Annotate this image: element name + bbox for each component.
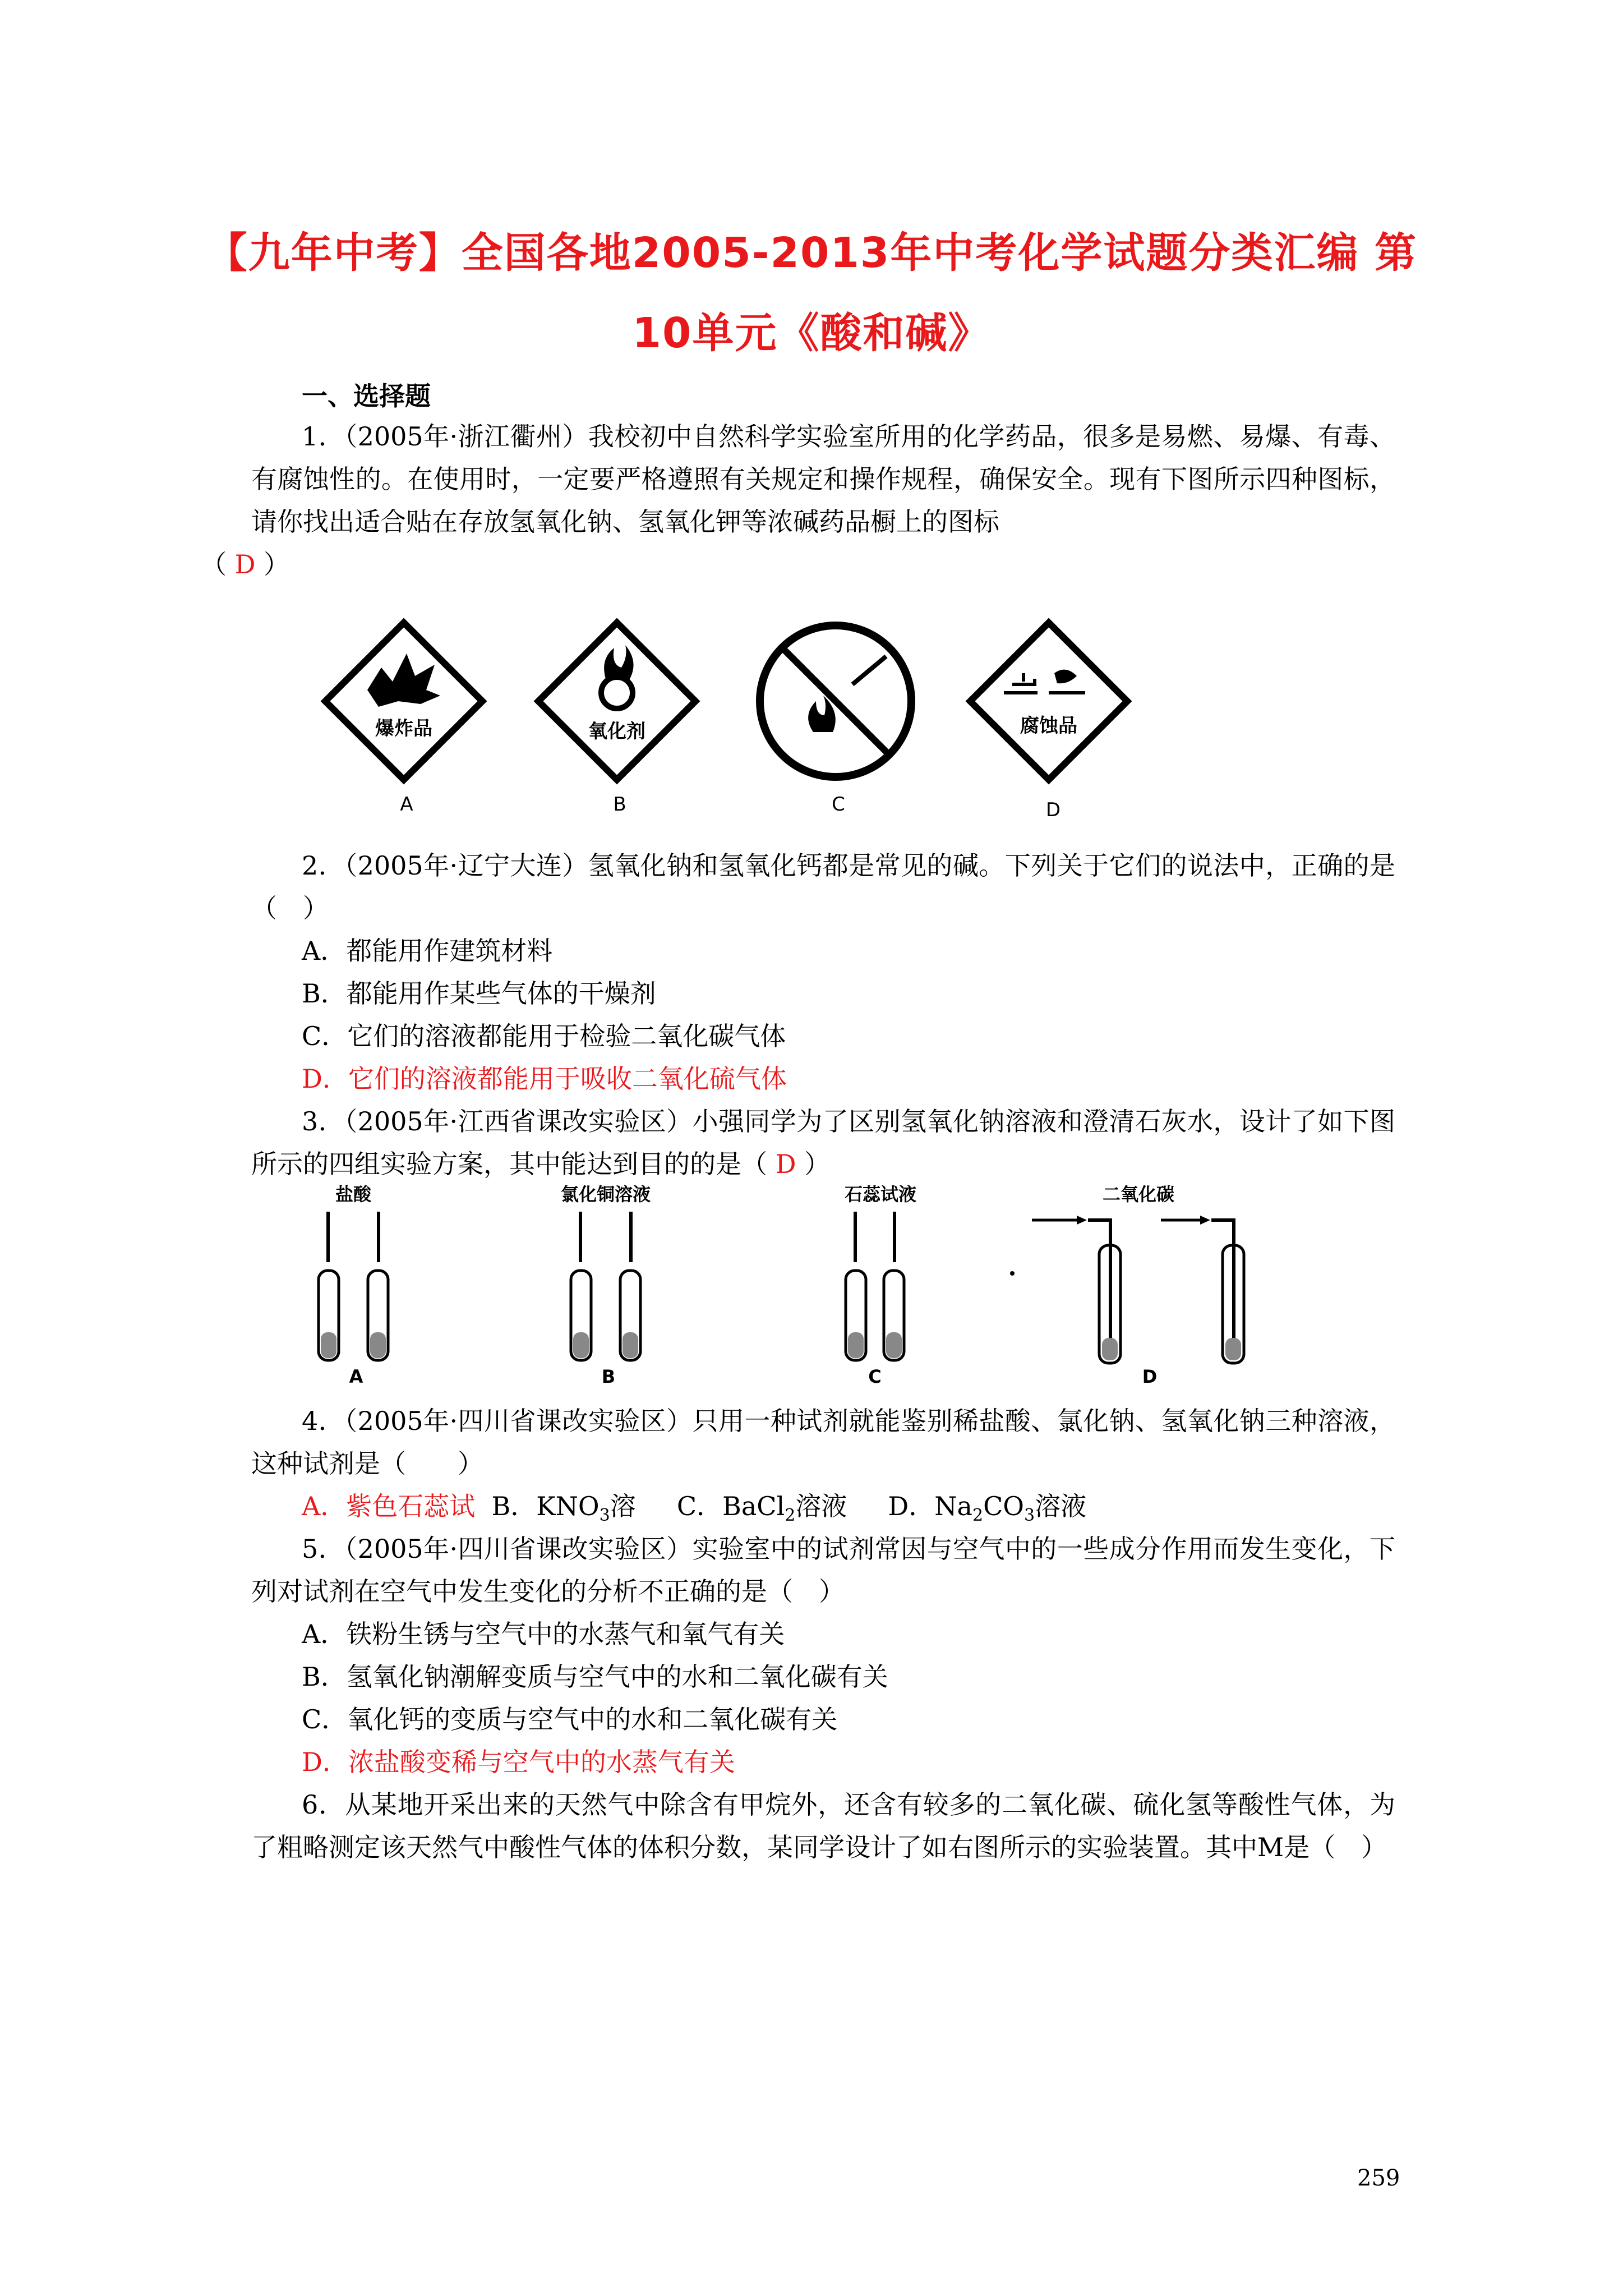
question-4-text: 4．（2005年·四川省课改实验区）只用一种试剂就能鉴别稀盐酸、氯化钠、氢氧化钠三种溶液，这种试剂是（ ） [251, 1406, 1395, 1479]
question-1 [201, 415, 1395, 586]
setup-d [1010, 1184, 1244, 1386]
option-d-text: D．Na [888, 1491, 972, 1521]
question-6-text: 6．从某地开采出来的天然气中除含有甲烷外，还含有较多的二氧化碳、硫化氢等酸性气体，为了粗略测定该天然气中酸性气体的体积分数，某同学设计了如右图所示的实验装置。其中M是（ ） [251, 1789, 1395, 1862]
setup-c-label: 石蕊试液 [844, 1184, 917, 1205]
question-4-option-d [888, 1491, 1087, 1526]
explosive-sign [325, 623, 482, 816]
sign-d-letter: D [1045, 799, 1061, 821]
question-2-option-a: A．都能用作建筑材料 [302, 936, 553, 966]
question-4-option-c [676, 1491, 847, 1526]
question-3-answer: D [775, 1149, 796, 1179]
question-3-answer-close: ） [804, 1149, 831, 1179]
option-c-text: C．BaCl [676, 1491, 785, 1521]
setup-b-letter: B [601, 1366, 616, 1386]
oxidizer-sign-label: 氧化剂 [588, 720, 645, 743]
corrosive-sign [970, 623, 1127, 821]
option-b-text: B．KNO [491, 1491, 600, 1521]
question-2-option-c: C．它们的溶液都能用于检验二氧化碳气体 [302, 1021, 786, 1051]
question-1-text: 1．（2005年·浙江衢州）我校初中自然科学实验室所用的化学药品，很多是易燃、易爆、有毒、有腐蚀性的。在使用时，一定要严格遵照有关规定和操作规程，确保安全。现有下图所示四种图标，请你找出适合贴在存放氢氧化钠、氢氧化钾等浓碱药品橱上的图标 [251, 421, 1395, 537]
option-c-tail: 溶液 [795, 1491, 847, 1521]
option-d-subscript-1: 2 [972, 1506, 984, 1526]
question-5-option-b: B．氢氧化钠潮解变质与空气中的水和二氧化碳有关 [302, 1662, 888, 1692]
section-heading: 一、选择题 [302, 381, 431, 411]
no-fire-sign [760, 625, 911, 816]
setup-c [845, 1184, 916, 1386]
setup-b [561, 1184, 651, 1386]
question-4-option-b [491, 1491, 636, 1526]
sign-b-letter: B [613, 793, 626, 816]
question-4-option-a: A．紫色石蕊试 [302, 1491, 476, 1521]
sign-a-letter: A [400, 793, 413, 816]
option-c-subscript: 2 [785, 1506, 796, 1526]
setup-d-label: 二氧化碳 [1102, 1184, 1175, 1205]
sign-c-letter: C [832, 793, 845, 816]
option-d-subscript-2: 3 [1023, 1506, 1035, 1526]
option-b-subscript: 3 [599, 1506, 610, 1526]
question-5-option-d: D．浓盐酸变稀与空气中的水蒸气有关 [302, 1747, 735, 1777]
question-5-option-a: A．铁粉生锈与空气中的水蒸气和氧气有关 [302, 1619, 785, 1649]
setup-a [319, 1184, 388, 1386]
test-tube-setups-figure [303, 1184, 1368, 1386]
question-2-option-d: D．它们的溶液都能用于吸收二氧化硫气体 [302, 1064, 787, 1094]
setup-b-label: 氯化铜溶液 [560, 1184, 651, 1205]
question-5-option-c: C．氧化钙的变质与空气中的水和二氧化碳有关 [302, 1704, 838, 1734]
oxidizer-sign [538, 623, 695, 816]
question-1-answer-open: （ [201, 549, 227, 579]
page-number: 259 [1357, 2165, 1400, 2191]
question-3 [251, 1100, 1395, 1185]
setup-a-label: 盐酸 [335, 1184, 372, 1205]
setup-a-letter: A [349, 1366, 363, 1386]
explosive-sign-label: 爆炸品 [375, 717, 432, 740]
corrosive-sign-label: 腐蚀品 [1020, 715, 1077, 737]
question-1-answer-close: ） [264, 549, 290, 579]
setup-c-letter: C [868, 1366, 882, 1386]
question-2-option-b: B．都能用作某些气体的干燥剂 [302, 978, 656, 1009]
option-b-tail: 溶 [610, 1491, 636, 1521]
option-d-mid: CO [983, 1491, 1024, 1521]
title-line-1: 【九年中考】全国各地2005-2013年中考化学试题分类汇编 第 [205, 229, 1418, 277]
option-d-tail: 溶液 [1035, 1491, 1087, 1521]
question-5-text: 5．（2005年·四川省课改实验区）实验室中的试剂常因与空气中的一些成分作用而发生变化，下列对试剂在空气中发生变化的分析不正确的是（ ） [251, 1534, 1395, 1607]
hazard-signs-figure [314, 611, 1402, 825]
question-3-text: 3．（2005年·江西省课改实验区）小强同学为了区别氢氧化钠溶液和澄清石灰水，设计了如下图所示的四组实验方案，其中能达到目的的是（ [251, 1106, 1395, 1179]
question-1-answer: D [234, 549, 256, 579]
setup-d-letter: D [1142, 1366, 1158, 1386]
title-line-2: 10单元《酸和碱》 [632, 309, 991, 357]
question-2-text: 2．（2005年·辽宁大连）氢氧化钠和氢氧化钙都是常见的碱。下列关于它们的说法中，正确的是（ ） [251, 850, 1395, 923]
